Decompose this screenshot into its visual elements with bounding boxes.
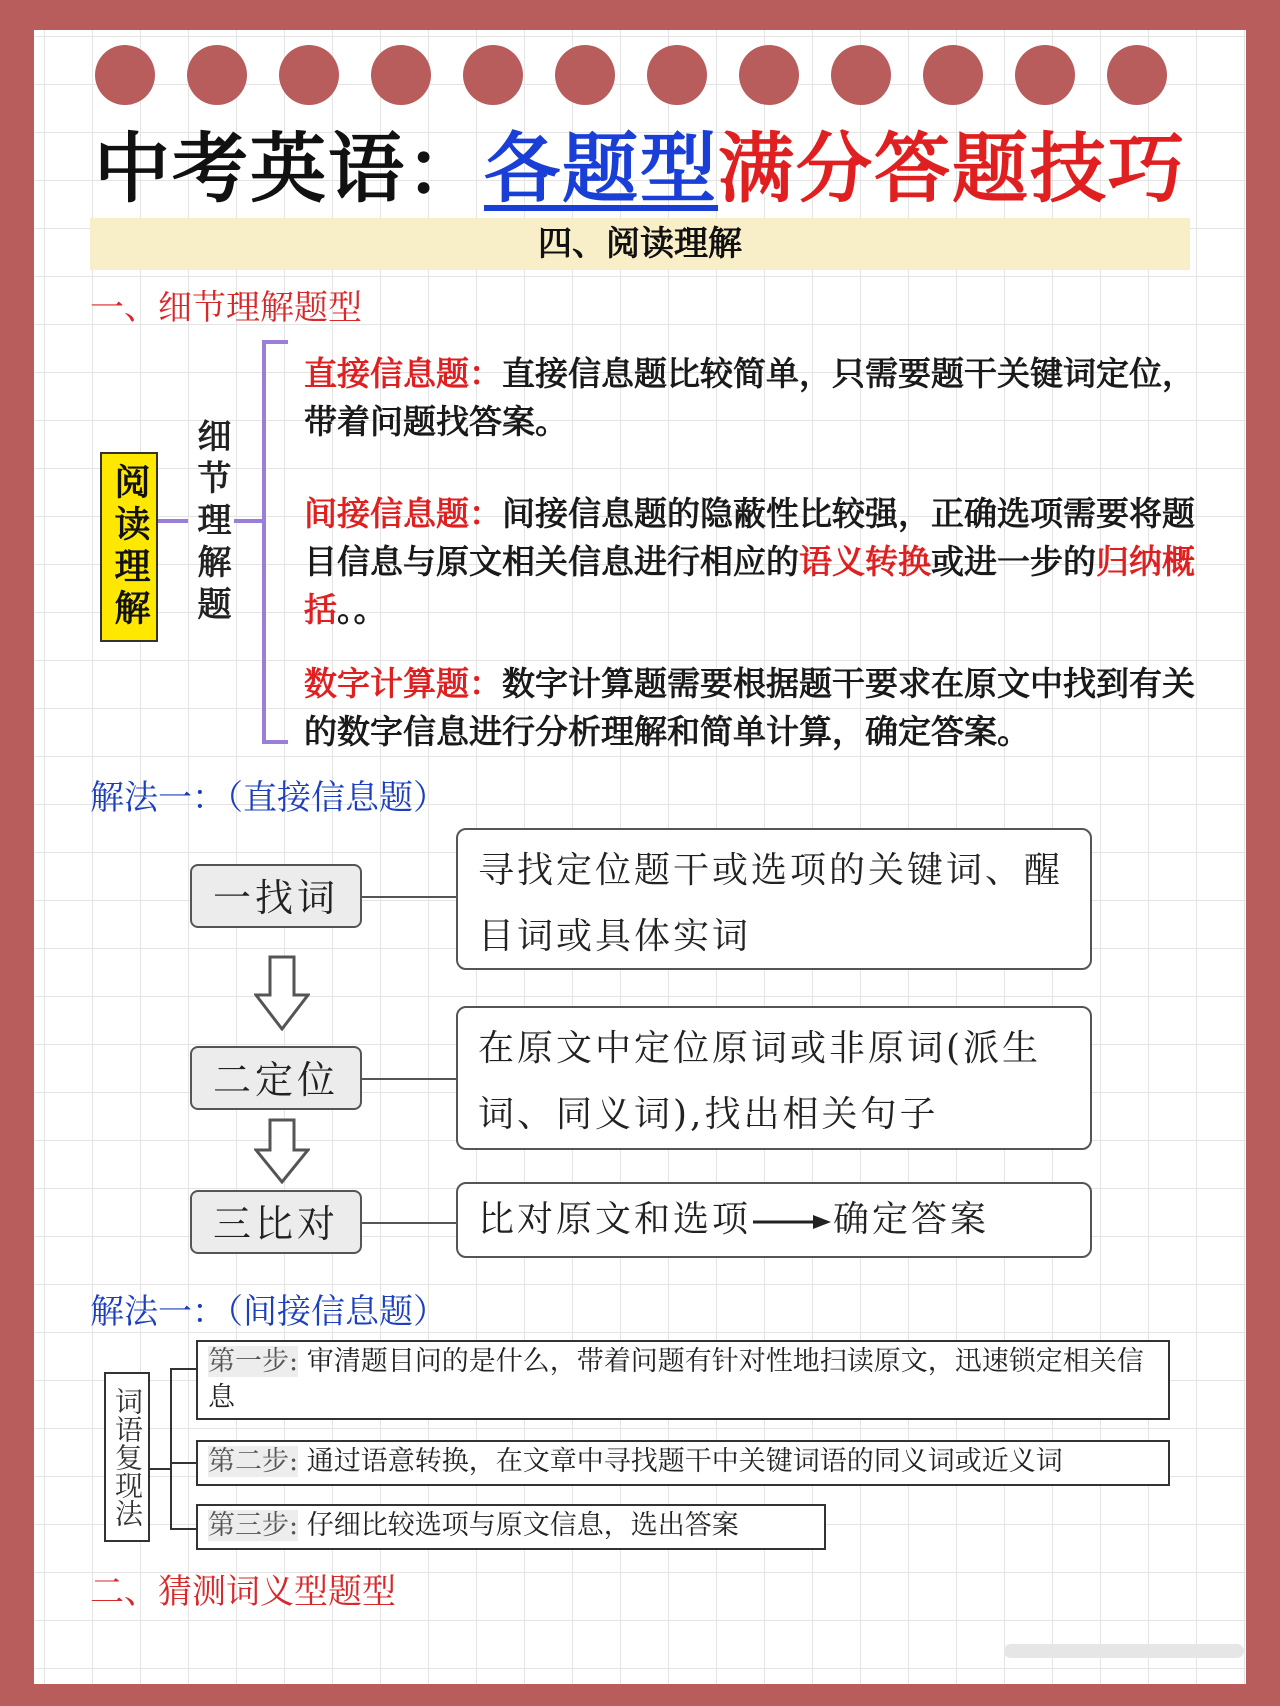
binder-hole xyxy=(95,45,155,105)
connector-line xyxy=(362,1222,456,1224)
step-text: 通过语意转换，在文章中寻找题干中关键词语的同义词或近义词 xyxy=(298,1446,1063,1477)
connector-line xyxy=(362,1078,456,1080)
subcategory-label: 细节理解题 xyxy=(191,418,231,628)
step-three-box xyxy=(196,1504,826,1550)
binder-hole xyxy=(279,45,339,105)
down-arrow-icon xyxy=(254,1118,310,1184)
binder-hole xyxy=(739,45,799,105)
method-label-box: 词语复现法 xyxy=(104,1372,150,1542)
step-compare-text: 比对原文和选项 xyxy=(478,1199,752,1240)
down-arrow-icon xyxy=(254,955,310,1031)
connector-line xyxy=(158,519,188,523)
item-text: 间接信息题的隐蔽性比较强，正确选项需要将题目信息与原文相关信息进行相应的 xyxy=(304,494,1195,581)
item-direct-info xyxy=(304,350,1204,446)
title-part-blue: 各题型 xyxy=(484,124,718,213)
binder-hole xyxy=(647,45,707,105)
section-heading-detail: 一、细节理解题型 xyxy=(90,288,362,328)
brace-vertical xyxy=(262,340,266,744)
step-two-box xyxy=(196,1440,1170,1486)
title-part-black: 中考英语： xyxy=(94,124,484,213)
connector-line xyxy=(234,519,264,523)
item-text: 直接信息题比较简单，只需要题干关键词定位，带着问题找答案。 xyxy=(304,354,1195,441)
brace-top xyxy=(262,340,288,344)
highlight-text: 语义转换 xyxy=(799,542,931,581)
section-heading-guess: 二、猜测词义型题型 xyxy=(90,1572,396,1612)
bracket-tick xyxy=(170,1462,196,1464)
step-locate-desc: 在原文中定位原词或非原词(派生词、同义词),找出相关句子 xyxy=(456,1006,1092,1150)
step-one-box xyxy=(196,1340,1170,1420)
step-locate: 二定位 xyxy=(190,1046,362,1110)
step-tag: 第三步: xyxy=(208,1510,299,1541)
category-box: 阅读理解 xyxy=(100,452,158,642)
page-title xyxy=(0,108,1280,217)
binder-hole xyxy=(923,45,983,105)
binder-hole xyxy=(371,45,431,105)
step-find-word: 一找词 xyxy=(190,864,362,928)
item-text: 数字计算题需要根据题干要求在原文中找到有关的数字信息进行分析理解和简单计算，确定答案。 xyxy=(304,664,1195,751)
item-text: 或进一步的 xyxy=(931,542,1096,581)
item-number-calc xyxy=(304,660,1214,756)
item-text: 。。 xyxy=(337,590,387,629)
bracket-tick xyxy=(170,1528,196,1530)
step-text: 仔细比较选项与原文信息，选出答案 xyxy=(298,1510,739,1541)
binder-hole xyxy=(1015,45,1075,105)
item-indirect-info xyxy=(304,490,1204,634)
step-compare: 三比对 xyxy=(190,1190,362,1254)
bracket-connector xyxy=(150,1468,172,1470)
method-heading-direct: 解法一：（直接信息题） xyxy=(90,778,447,818)
brace-bottom xyxy=(262,740,288,744)
bracket-tick xyxy=(170,1368,196,1370)
binder-hole xyxy=(1107,45,1167,105)
binder-hole xyxy=(555,45,615,105)
section-banner: 四、阅读理解 xyxy=(90,218,1190,270)
binder-hole xyxy=(831,45,891,105)
title-part-red: 满分答题技巧 xyxy=(718,124,1186,213)
step-tag: 第二步: xyxy=(208,1446,299,1477)
scroll-indicator xyxy=(1004,1644,1244,1658)
step-tag: 第一步: xyxy=(208,1346,299,1377)
right-arrow-icon xyxy=(751,1212,833,1232)
step-compare-desc xyxy=(456,1182,1092,1258)
item-label: 直接信息题： xyxy=(304,354,502,393)
method-heading-indirect: 解法一：（间接信息题） xyxy=(90,1292,447,1332)
highlight-text: 归纳概括 xyxy=(304,542,1195,629)
binder-hole xyxy=(463,45,523,105)
binder-hole xyxy=(187,45,247,105)
item-label: 间接信息题： xyxy=(304,494,502,533)
item-label: 数字计算题： xyxy=(304,664,502,703)
bracket-vertical xyxy=(170,1368,172,1530)
step-find-word-desc: 寻找定位题干或选项的关键词、醒目词或具体实词 xyxy=(456,828,1092,970)
step-compare-result: 确定答案 xyxy=(833,1199,990,1240)
step-text: 审清题目问的是什么，带着问题有针对性地扫读原文，迅速锁定相关信息 xyxy=(208,1346,1144,1413)
connector-line xyxy=(362,896,456,898)
